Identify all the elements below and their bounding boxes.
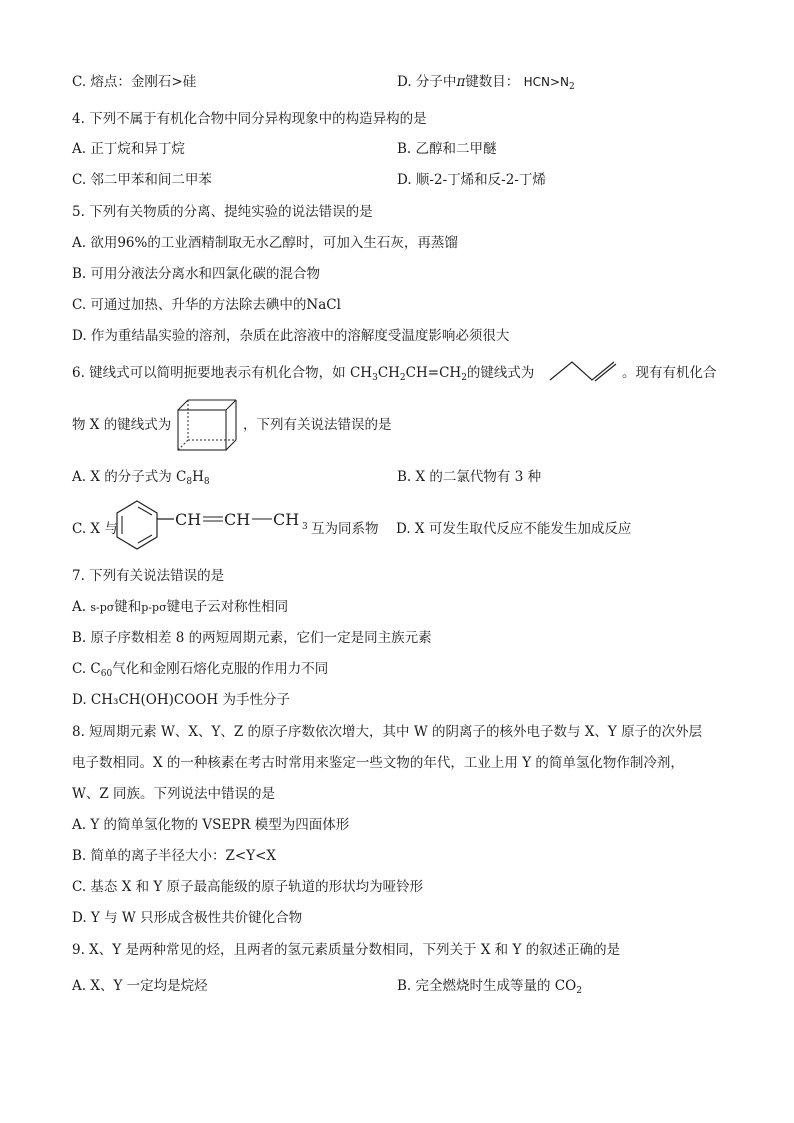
q6-stem-line2-start: 物 X 的键线式为 xyxy=(72,417,172,433)
q3-option-c: C. 熔点：金刚石>硅 xyxy=(72,74,197,90)
q9-option-b: B. 完全燃烧时生成等量的 $CO_2$ xyxy=(397,978,582,996)
q4-option-a: A. 正丁烷和异丁烷 xyxy=(72,141,185,157)
chain-ch-1: CH xyxy=(175,510,202,529)
q4-option-c: C. 邻二甲苯和间二甲苯 xyxy=(72,172,212,188)
q8-option-a: A. Y 的简单氢化物的 VSEPR 模型为四面体形 xyxy=(72,817,350,833)
q6-option-c-start: C. X 与 xyxy=(72,521,118,537)
q8-option-b: B. 简单的离子半径大小：Z<Y<X xyxy=(72,848,277,864)
chain-ch-2: CH xyxy=(224,510,251,529)
q8-option-d: D. Y 与 W 只形成含极性共价键化合物 xyxy=(72,910,303,926)
q3-option-d: D. 分子中π键数目： $HCN>N_2$ xyxy=(397,74,575,92)
q5-option-a: A. 欲用96%的工业酒精制取无水乙醇时，可加入生石灰，再蒸馏 xyxy=(72,235,458,251)
q5-option-c: C. 可通过加热、升华的方法除去碘中的NaCl xyxy=(72,297,341,313)
q8-stem-line3: W、Z 同族。下列说法中错误的是 xyxy=(72,786,276,802)
q6-option-d: D. X 可发生取代反应不能发生加成反应 xyxy=(396,521,632,537)
q5-option-b: B. 可用分液法分离水和四氯化碳的混合物 xyxy=(72,266,321,282)
q7-option-a: A. s-pσ键和p-pσ键电子云对称性相同 xyxy=(72,599,289,615)
q4-option-d: D. 顺-2-丁烯和反-2-丁烯 xyxy=(397,172,546,188)
q8-stem-line1: 8. 短周期元素 W、X、Y、Z 的原子序数依次增大，其中 W 的阴离子的核外电子数与 X、Y 原子的次外层 xyxy=(72,724,703,740)
q8-option-c: C. 基态 X 和 Y 原子最高能级的原子轨道的形状均为哑铃形 xyxy=(72,879,424,895)
chain-ch3-subscript: 3 xyxy=(302,522,308,532)
chain-ch3: CH xyxy=(273,510,300,529)
q6-option-b: B. X 的二氯代物有 3 种 xyxy=(397,469,542,485)
q7-option-c: C. $C_{60}$气化和金刚石熔化克服的作用力不同 xyxy=(72,661,329,679)
q4-option-b: B. 乙醇和二甲醚 xyxy=(397,141,497,157)
q7-stem: 7. 下列有关说法错误的是 xyxy=(72,568,225,584)
q4-stem: 4. 下列不属于有机化合物中同分异构现象中的构造异构的是 xyxy=(72,111,427,127)
q5-stem: 5. 下列有关物质的分离、提纯实验的说法错误的是 xyxy=(72,204,373,220)
q7-option-b: B. 原子序数相差 8 的两短周期元素，它们一定是同主族元素 xyxy=(72,630,432,646)
q6-formula: $CH_3CH_2CH=CH_2$ xyxy=(349,365,467,383)
methylstyrene-structure-icon xyxy=(114,499,314,557)
q8-stem-line2: 电子数相同。X 的一种核素在考古时常用来鉴定一些文物的年代，工业上用 Y 的简单氢化物作制冷剂， xyxy=(72,755,684,771)
q5-option-d: D. 作为重结晶实验的溶剂，杂质在此溶液中的溶解度受温度影响必须很大 xyxy=(72,328,510,344)
q6-option-a: A. X 的分子式为 $C_8H_8$ xyxy=(72,469,210,487)
q9-stem: 9. X、Y 是两种常见的烃，且两者的氢元素质量分数相同，下列关于 X 和 Y 的叙述正确的是 xyxy=(72,942,621,958)
q9-option-a: A. X、Y 一定均是烷烃 xyxy=(72,978,208,994)
q6-stem-line1-end: 。现有有机化合 xyxy=(622,365,717,381)
q6-stem-line1: 6. 键线式可以简明扼要地表示有机化合物，如 $CH_3CH_2CH=CH_2$的键线式为 xyxy=(72,365,535,383)
q7-option-d: D. CH₃CH(OH)COOH 为手性分子 xyxy=(72,692,290,708)
cubane-skeletal-formula-icon xyxy=(176,398,240,452)
q6-stem-line2-end: ，下列有关说法错误的是 xyxy=(243,417,392,433)
butene-skeletal-formula-icon xyxy=(548,358,618,384)
q6-option-c-end: 互为同系物 xyxy=(311,521,379,537)
